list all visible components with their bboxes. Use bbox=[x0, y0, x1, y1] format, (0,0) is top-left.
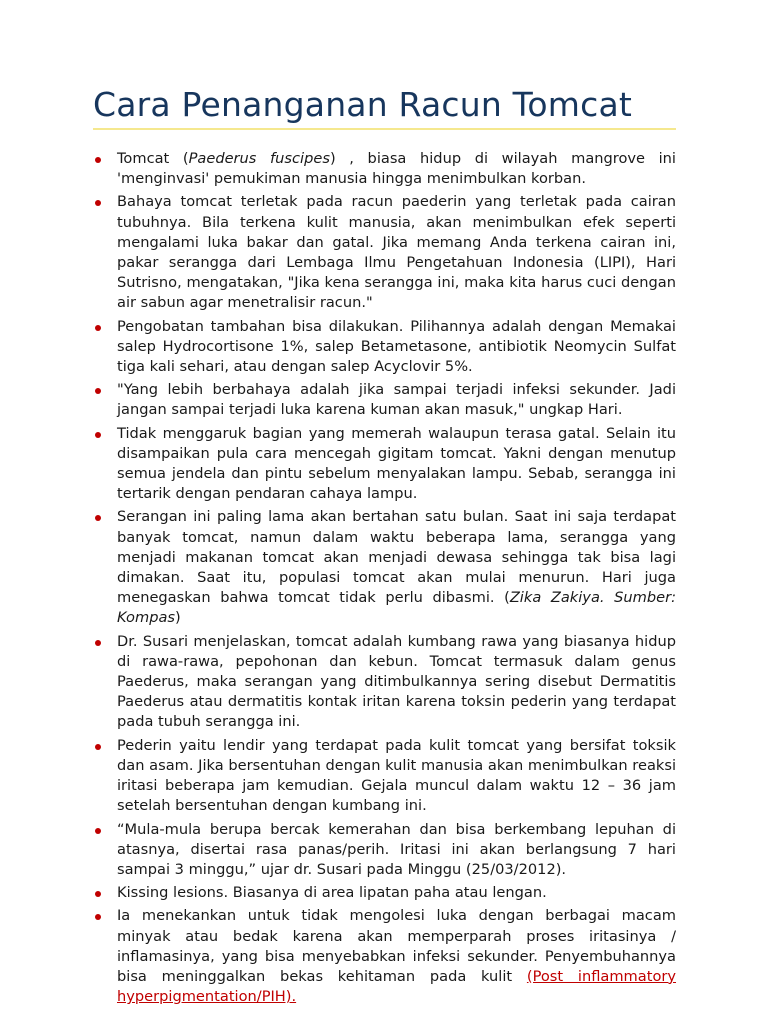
list-item-text: Bahaya tomcat terletak pada racun paederin yang terletak pada cairan tubuhnya. Bila terkena kulit manusia, akan menimbulkan efek seperti mengalami luka bakar dan gatal. Jika memang Anda terkena cairan ini, pakar serangga dari Lembaga Ilmu Pengetahuan Indonesia (LIPI), Hari Sutrisno, mengatakan, "Jika kena serangga ini, maka kita harus cuci dengan air sabun agar menetralisir racun." bbox=[117, 193, 676, 312]
list-item-text: "Yang lebih berbahaya adalah jika sampai terjadi infeksi sekunder. Jadi jangan sampai terjadi luka karena kuman akan masuk," ungkap Hari. bbox=[117, 381, 676, 419]
list-item-text: Kissing lesions. Biasanya di area lipatan paha atau lengan. bbox=[117, 884, 547, 902]
list-item-text: Dr. Susari menjelaskan, tomcat adalah kumbang rawa yang biasanya hidup di rawa-rawa, pepohonan dan kebun. Tomcat termasuk dalam genus Paederus, maka serangan yang ditimbulkannya sering disebut Dermatitis Paederus atau dermatitis kontak iritan karena toksin pederin yang terdapat pada tubuh serangga ini. bbox=[117, 632, 676, 731]
list-item-text: Tomcat (Paederus fuscipes) , biasa hidup di wilayah mangrove ini 'menginvasi' pemukiman manusia hingga menimbulkan korban. bbox=[117, 150, 676, 188]
list-item-8 bbox=[93, 736, 676, 817]
list-item-6 bbox=[93, 507, 676, 628]
species-name: Paederus fuscipes bbox=[188, 150, 330, 167]
list-item-10 bbox=[93, 883, 676, 903]
bullet-icon bbox=[95, 325, 101, 331]
bullet-icon bbox=[95, 432, 101, 438]
list-item-text: “Mula-mula berupa bercak kemerahan dan bisa berkembang lepuhan di atasnya, disertai rasa panas/perih. Iritasi ini akan berlangsung 7 hari sampai 3 minggu,” ujar dr. Susari pada Minggu (25/03/2012). bbox=[117, 820, 676, 878]
bullet-icon bbox=[95, 744, 101, 750]
bullet-icon bbox=[95, 914, 101, 920]
list-item-text: Ia menekankan untuk tidak mengolesi luka dengan berbagai macam minyak atau bedak karena akan memperparah proses iritasinya / inflamasinya, yang bisa menyebabkan infeksi sekunder. Penyembuhannya bisa meninggalkan bekas kehitaman pada kulit (Post inflammatory hyperpigmentation/PIH). bbox=[117, 907, 677, 1006]
list-item-text: Tidak menggaruk bagian yang memerah walaupun terasa gatal. Selain itu disampaikan pula cara mencegah gigitam tomcat. Yakni dengan menutup semua jendela dan pintu sebelum menyalakan lampu. Sebab, serangga ini tertarik dengan pendaran cahaya lampu. bbox=[117, 424, 676, 503]
list-item-2 bbox=[93, 192, 676, 313]
bullet-icon bbox=[95, 828, 101, 834]
list-item-3 bbox=[93, 317, 676, 378]
bullet-icon bbox=[95, 515, 101, 521]
bullet-list bbox=[93, 149, 676, 1010]
page-title: Cara Penanganan Racun Tomcat bbox=[93, 85, 633, 124]
list-item-text: Pengobatan tambahan bisa dilakukan. Pilihannya adalah dengan Memakai salep Hydrocortisone 1%, salep Betametasone, antibiotik Neomycin Sulfat tiga kali sehari, atau dengan salep Acyclovir 5%. bbox=[117, 317, 676, 376]
list-item-text: Pederin yaitu lendir yang terdapat pada kulit tomcat yang bersifat toksik dan asam. Jika bersentuhan dengan kulit manusia akan menimbulkan reaksi iritasi beberapa jam kemudian. Gejala muncul dalam waktu 12 – 36 jam setelah bersentuhan dengan kumbang ini. bbox=[117, 736, 676, 815]
list-item-9 bbox=[93, 820, 676, 881]
list-item-1 bbox=[93, 149, 676, 189]
bullet-icon bbox=[95, 640, 101, 646]
bullet-icon bbox=[95, 891, 101, 897]
list-item-4 bbox=[93, 380, 676, 420]
list-item-5 bbox=[93, 424, 676, 505]
list-item-11 bbox=[93, 906, 676, 1007]
bullet-icon bbox=[95, 157, 101, 163]
pih-link[interactable]: (Post inflammatory hyperpigmentation/PIH). bbox=[117, 967, 677, 1006]
bullet-icon bbox=[95, 388, 101, 394]
list-item-text: Serangan ini paling lama akan bertahan satu bulan. Saat ini saja terdapat banyak tomcat, namun dalam waktu beberapa lama, serangga yang menjadi makanan tomcat akan menjadi dewasa sehingga tak bisa lagi dimakan. Saat itu, populasi tomcat akan mulai menurun. Hari juga menegaskan bahwa tomcat tidak perlu dibasmi. (Zika Zakiya. Sumber: Kompas) bbox=[117, 508, 677, 627]
title-underline bbox=[93, 128, 676, 130]
list-item-7 bbox=[93, 632, 676, 733]
source-credit: Zika Zakiya. Sumber: Kompas bbox=[117, 589, 677, 627]
bullet-icon bbox=[95, 200, 101, 206]
